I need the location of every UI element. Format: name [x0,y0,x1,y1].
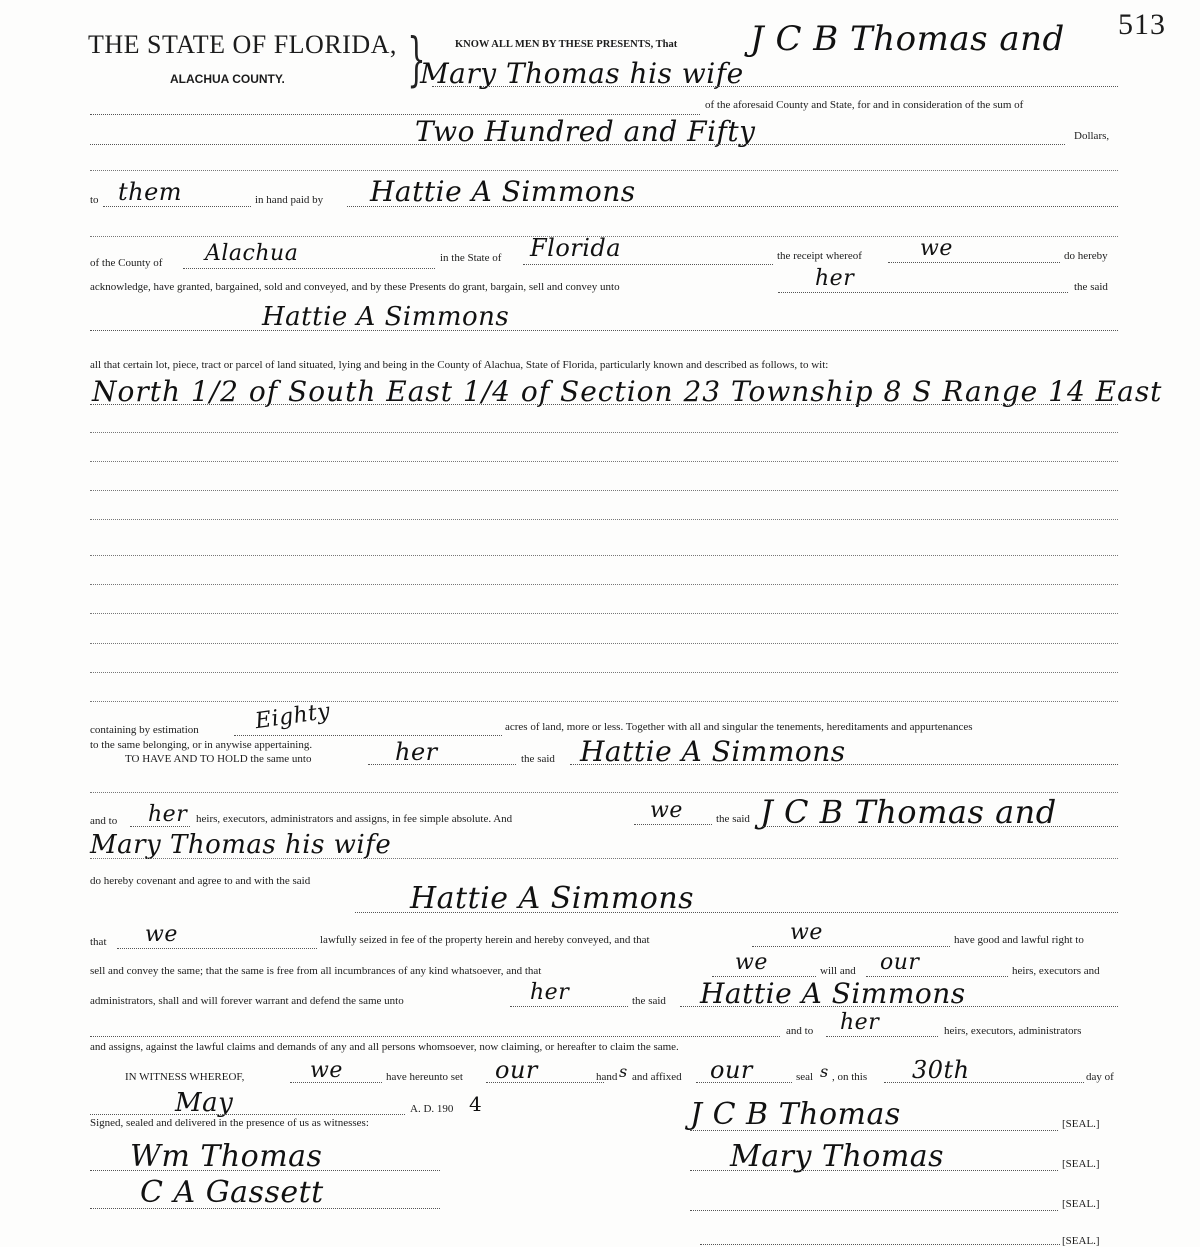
the-said-text-1: the said [1074,281,1108,293]
and-that-we: we [790,920,823,945]
grantee-4-rule [680,1006,1118,1007]
dollars-text: Dollars, [1074,130,1110,142]
seal-text: seal [796,1071,814,1083]
state-rule [523,264,773,265]
assigns-text: and assigns, against the lawful claims and demands of any and all persons whomsoever, now claiming, or hereafter to claim the same. [90,1041,679,1053]
seal-label-4: [SEAL.] [1062,1235,1100,1247]
same-belonging-text: to the same belonging, or in anywise appertaining. [90,739,313,751]
to-rule [103,206,251,207]
acres-written: Eighty [253,698,332,735]
to-text: to [90,194,99,206]
receipt-rule [888,262,1060,263]
witness-2-rule [90,1208,440,1209]
do-hereby-text: do hereby [1064,250,1108,262]
signature-1-rule [690,1130,1058,1131]
blank-rule-1 [90,170,1118,171]
of-county-text: of the County of [90,257,163,269]
county-written: Alachua [205,241,299,266]
seal-label-1: [SEAL.] [1062,1118,1100,1130]
sell-convey-text: sell and convey the same; that the same is free from all incumbrances of any kind whatsoever, and that [90,965,542,977]
covenant-grantee: Hattie A Simmons [410,881,695,916]
receipt-pronoun: we [920,236,953,261]
and-affixed-text: and affixed [632,1071,682,1083]
acknowledge-text: acknowledge, have granted, bargained, sold and conveyed, and by these Presents do grant, bargain, sell and convey unto [90,281,620,293]
desc-blank-3 [90,490,1118,491]
that-we: we [145,922,178,947]
grantee-3-rule [570,764,1118,765]
hand-text: hand [596,1071,618,1083]
witness-we: we [310,1058,343,1083]
have-hold-unto: her [395,738,438,766]
ad-text: A. D. 190 [410,1103,454,1115]
signature-2-rule [690,1170,1058,1171]
the-said-text-4: the said [632,995,666,1007]
grantor-again-1: J C B Thomas and [760,793,1057,831]
description-rule [90,404,1118,405]
grantee-name-2: Hattie A Simmons [262,302,510,332]
grantor-line-2: Mary Thomas his wife [420,57,744,90]
acres-text: acres of land, more or less. Together with all and singular the tenements, hereditaments and appurtenances [505,721,973,733]
witness-2-signature: C A Gassett [140,1175,324,1210]
that-we-rule [117,948,317,949]
sum-written: Two Hundred and Fifty [415,115,756,148]
state-heading: THE STATE OF FLORIDA, [88,30,397,59]
grantee-name: Hattie A Simmons [370,175,636,208]
seal-label-3: [SEAL.] [1062,1198,1100,1210]
to-whom: them [118,178,183,206]
header-brace: } [407,25,426,93]
blank-rule-4 [90,1036,780,1037]
witness-1-rule [90,1170,440,1171]
county-heading: ALACHUA COUNTY. [170,72,285,86]
hand-our-rule [486,1082,604,1083]
will-and-text: will and [820,965,856,977]
and-to-text: and to [90,815,118,827]
signature-3-rule [690,1210,1058,1211]
containing-text: containing by estimation [90,724,199,736]
witness-1-signature: Wm Thomas [130,1139,323,1174]
desc-blank-1 [90,432,1118,433]
have-good-text: have good and lawful right to [954,934,1084,946]
that-text: that [90,936,107,948]
grantee-2-rule [90,330,1118,331]
month-written: May [175,1088,234,1118]
receipt-whereof-text: the receipt whereof [777,250,862,262]
heirs-exec-text: heirs, executors, administrators and assigns, in fee simple absolute. And [196,813,513,825]
desc-blank-10 [90,701,1118,702]
month-rule [90,1114,405,1115]
in-hand-paid-text: in hand paid by [255,194,324,206]
the-said-text-3: the said [716,813,750,825]
year-written: 4 [469,1092,483,1116]
have-hold-rule [368,764,516,765]
affixed-our-rule [696,1082,792,1083]
signed-sealed-text: Signed, sealed and delivered in the presence of us as witnesses: [90,1117,369,1129]
on-this-text: , on this [832,1071,868,1083]
signature-4-rule [700,1244,1060,1245]
affixed-our: our [710,1056,753,1084]
sell-that-we: we [735,950,768,975]
defend-unto-rule [510,1006,628,1007]
seal-label-2: [SEAL.] [1062,1158,1100,1170]
our-pronoun: our [880,950,920,975]
grantor-again-2-rule [90,858,1118,859]
all-that-certain-text: all that certain lot, piece, tract or parcel of land situated, lying and being in the County of Alachua, State of Florida, particularly known and described as follows, to wit: [90,359,829,371]
signature-1: J C B Thomas [690,1097,901,1132]
land-description: North 1/2 of South East 1/4 of Section 23 Township 8 S Range 14 East [92,375,1163,408]
and-to-her: her [840,1010,880,1035]
acres-rule [234,735,502,736]
signature-2: Mary Thomas [730,1139,945,1174]
seal-s: s [820,1062,829,1081]
desc-blank-5 [90,555,1118,556]
desc-blank-6 [90,584,1118,585]
in-state-text: in the State of [440,252,502,264]
grantee-name-4: Hattie A Simmons [700,977,966,1010]
page-number: 513 [1118,8,1166,41]
and-to-rule [130,826,190,827]
and-to-text-2: and to [786,1025,814,1037]
desc-blank-4 [90,519,1118,520]
paid-by-rule [347,206,1118,207]
covenant-text: do hereby covenant and agree to and with the said [90,875,311,887]
desc-blank-9 [90,672,1118,673]
administrators-text: administrators, shall and will forever warrant and defend the same unto [90,995,404,1007]
grantee-name-3: Hattie A Simmons [580,735,846,768]
and-we: we [650,798,683,823]
day-of-text: day of [1086,1071,1114,1083]
defend-unto: her [530,980,570,1005]
hand-our: our [495,1056,538,1084]
desc-blank-8 [90,643,1118,644]
state-written: Florida [530,234,622,262]
day-written: 30th [912,1056,970,1084]
convey-unto-rule [778,292,1068,293]
witness-we-rule [290,1082,382,1083]
hand-s: s [619,1062,628,1081]
aforesaid-text: of the aforesaid County and State, for and in consideration of the sum of [705,99,1024,111]
and-we-rule [634,824,712,825]
in-witness-text: IN WITNESS WHEREOF, [125,1071,245,1083]
grantor-rule [432,86,1118,87]
heirs-exec-admin-text: heirs, executors and [1012,965,1100,977]
know-all-men-text: KNOW ALL MEN BY THESE PRESENTS, That [455,39,678,50]
the-said-text-2: the said [521,753,555,765]
desc-blank-7 [90,613,1118,614]
day-rule [884,1082,1084,1083]
sum-rule [90,144,1065,145]
to-have-text: TO HAVE AND TO HOLD the same unto [125,753,312,765]
and-that-we-rule [752,946,950,947]
grantor-again-rule [763,826,1118,827]
heirs-exec-admin-text-2: heirs, executors, administrators [944,1025,1082,1037]
grantor-line-1: J C B Thomas and [750,19,1065,59]
convey-unto-pronoun: her [815,266,855,291]
county-rule [183,268,435,269]
lawfully-seized-text: lawfully seized in fee of the property herein and hereby conveyed, and that [320,934,650,946]
grantor-again-2: Mary Thomas his wife [90,830,392,860]
covenant-rule [355,912,1118,913]
and-to-her-rule [826,1036,938,1037]
desc-blank-2 [90,461,1118,462]
and-to-whom: her [148,802,188,827]
have-hereunto-text: have hereunto set [386,1071,463,1083]
